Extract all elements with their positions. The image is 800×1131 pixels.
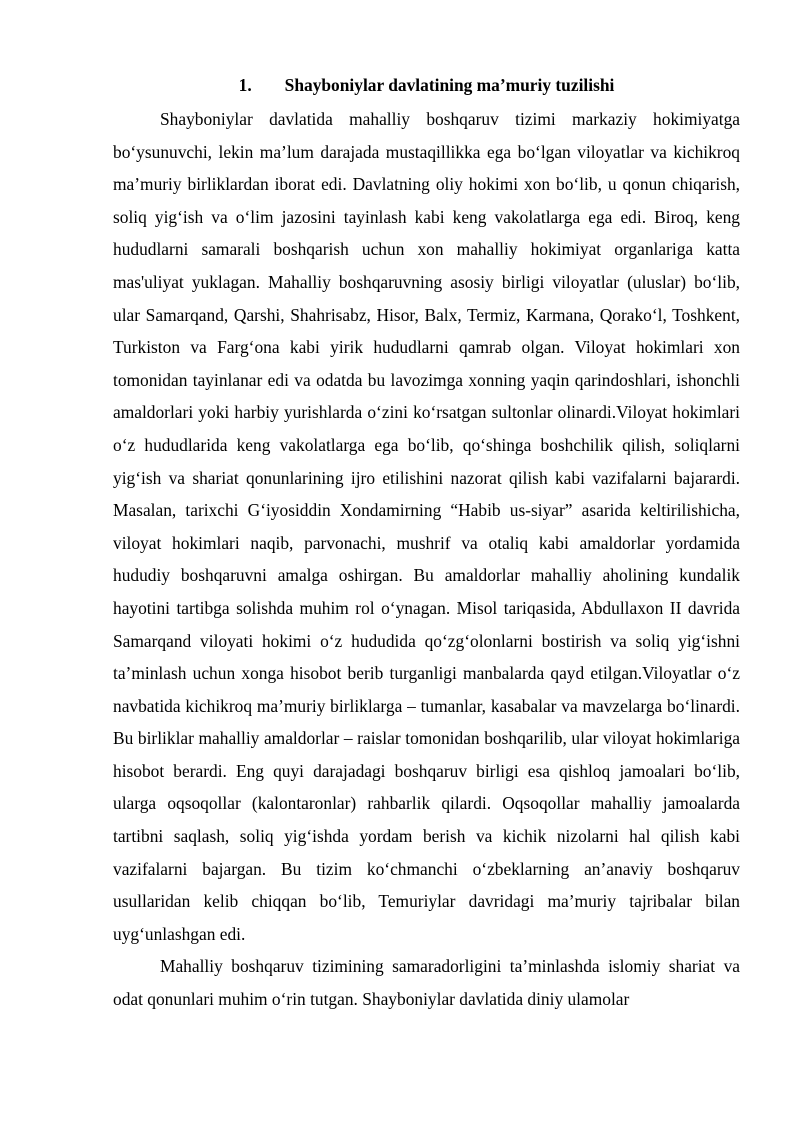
body-paragraph: Shayboniylar davlatida mahalliy boshqaruv tizimi markaziy hokimiyatga bo‘ysunuvchi, lekin ma’lum darajada mustaqillikka ega bo‘lgan viloyatlar va kichikroq ma’muriy birliklardan iborat edi. Davlatning oliy hokimi xon bo‘lib, u qonun chiqarish, soliq yig‘ish va o‘lim jazosini tayinlash kabi keng vakolatlarga ega edi. Biroq, keng hududlarni samarali boshqarish uchun xon mahalliy hokimiyat organlariga katta mas'uliyat yuklagan. Mahalliy boshqaruvning asosiy birligi viloyatlar (uluslar) bo‘lib, ular Samarqand, Qarshi, Shahrisabz, Hisor, Balx, Termiz, Karmana, Qorako‘l, Toshkent, Turkiston va Farg‘ona kabi yirik hududlarni qamrab olgan. Viloyat hokimlari xon tomonidan tayinlanar edi va odatda bu lavozimga xonning yaqin qarindoshlari, ishonchli amaldorlari yoki harbiy yurishlarda o‘zini ko‘rsatgan sultonlar olinardi.Viloyat hokimlari o‘z hududlarida keng vakolatlarga ega bo‘lib, qo‘shinga boshchilik qilish, soliqlarni yig‘ish va shariat qonunlarining ijro etilishini nazorat qilish kabi vazifalarni bajarardi. Masalan, tarixchi G‘iyosiddin Xondamirning “Habib us-siyar” asarida keltirilishicha, viloyat hokimlari naqib, parvonachi, mushrif va otaliq kabi amaldorlar yordamida hududiy boshqaruvni amalga oshirgan. Bu amaldorlar mahalliy aholining kundalik hayotini tartibga solishda muhim rol o‘ynagan. Misol tariqasida, Abdullaxon II davrida Samarqand viloyati hokimi o‘z hududida qo‘zg‘olonlarni bostirish va soliq yig‘ishni ta’minlash uchun xonga hisobot berib turganligi manbalarda qayd etilgan.Viloyatlar o‘z navbatida kichikroq ma’muriy birliklarga – tumanlar, kasabalar va mavzelarga bo‘linardi. Bu birliklar mahalliy amaldorlar – raislar tomonidan boshqarilib, ular viloyat hokimlariga hisobot berardi. Eng quyi darajadagi boshqaruv birligi esa qishloq jamoalari bo‘lib, ularga oqsoqollar (kalontaronlar) rahbarlik qilardi. Oqsoqollar mahalliy jamoalarda tartibni saqlash, soliq yig‘ishda yordam berish va kichik nizolarni hal qilish kabi vazifalarni bajargan. Bu tizim ko‘chmanchi o‘zbeklarning an’anaviy boshqaruv usullaridan kelib chiqqan bo‘lib, Temuriylar davridagi ma’muriy tajribalar bilan uyg‘unlashgan edi. [113,109,740,944]
document-page [113,70,740,1016]
section-number: 1. [238,75,252,95]
section-title: Shayboniylar davlatining ma’muriy tuzilishi [284,75,615,95]
body-paragraph: Mahalliy boshqaruv tizimining samaradorligini ta’minlashda islomiy shariat va odat qonunlari muhim o‘rin tutgan. Shayboniylar davlatida diniy ulamolar [113,956,740,1010]
section-heading [113,70,740,103]
